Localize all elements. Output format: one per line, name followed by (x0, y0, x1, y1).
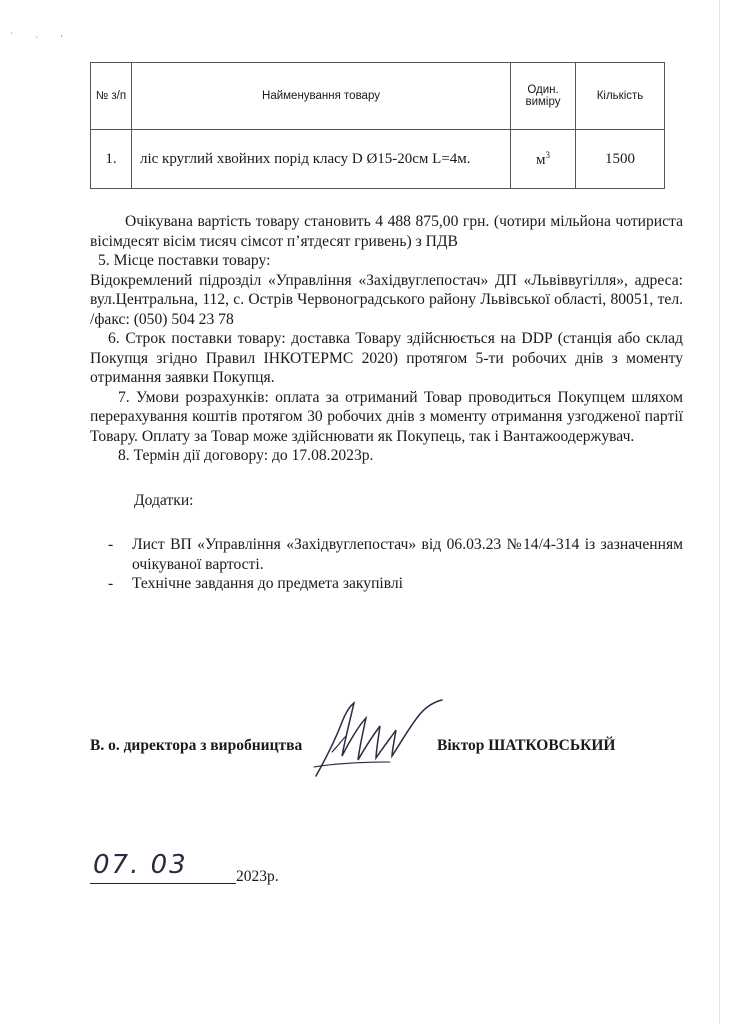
attachment-text: Лист ВП «Управління «Західвуглепостач» від 06.03.23 №14/4-314 із зазначенням очікуваної вартості. (132, 536, 683, 573)
scan-specks: · ˏ , (10, 28, 73, 38)
table-row (91, 130, 665, 189)
handwritten-date: 07. 03 (93, 850, 188, 880)
table-header-row (91, 63, 665, 130)
delivery-term-paragraph: 6. Строк поставки товару: доставка Товару здійснюється на DDP (станція або склад Покупця згідно Правил ІНКОТЕРМС 2020) протягом 5-ти робочих днів з моменту отримання заявки Покупця. (90, 330, 683, 386)
attachment-text: Технічне завдання до предмета закупівлі (132, 575, 404, 592)
header-name: Найменування товару (132, 63, 511, 130)
row-unit (511, 130, 576, 189)
row-qty: 1500 (576, 130, 665, 189)
contract-validity-paragraph: 8. Термін дії договору: до 17.08.2023р. (118, 447, 374, 464)
row-name: ліс круглий хвойних порід класу D Ø15-20см L=4м. (132, 130, 511, 189)
goods-table (90, 62, 665, 189)
header-unit: Один. виміру (511, 63, 576, 130)
unit-superscript: 3 (545, 149, 550, 160)
delivery-place-title: 5. Місце поставки товару: (98, 252, 271, 269)
contract-terms (90, 212, 683, 594)
row-number: 1. (91, 130, 132, 189)
attachment-bullet: - (108, 536, 114, 553)
delivery-place-body: Відокремлений підрозділ «Управління «Західвуглепостач» ДП «Львіввугілля», адреса: вул.Центральна, 112, с. Острів Червоноградського району Львівської області, 80051, тел. /факс: (050) 504 23 78 (90, 271, 683, 328)
attachment-item (90, 574, 683, 594)
attachment-item (90, 535, 683, 574)
page-edge (719, 0, 720, 1024)
signatory-position: В. о. директора з виробництва (90, 737, 303, 754)
attachments-title: Додатки: (134, 491, 194, 509)
attachment-bullet: - (108, 575, 114, 592)
payment-terms-paragraph: 7. Умови розрахунків: оплата за отриманий Товар проводиться Покупцем шляхом перерахування коштів протягом 30 робочих днів з моменту отримання узгодженої партії Товару. Оплату за Товар може здійснювати як Покупець, так і Вантажоодержувач. (90, 388, 683, 445)
price-paragraph: Очікувана вартість товару становить 4 488 875,00 грн. (чотири мільйона чотириста вісімдесят вісім тисяч сімсот п’ятдесят гривень) з ПДВ (90, 213, 683, 250)
signatory-name: Віктор ШАТКОВСЬКИЙ (437, 737, 616, 754)
date-year: 2023р. (236, 868, 279, 885)
header-qty: Кількість (576, 63, 665, 130)
header-number: № з/п (91, 63, 132, 130)
unit-text: м (536, 151, 546, 168)
handwritten-signature (312, 696, 448, 780)
